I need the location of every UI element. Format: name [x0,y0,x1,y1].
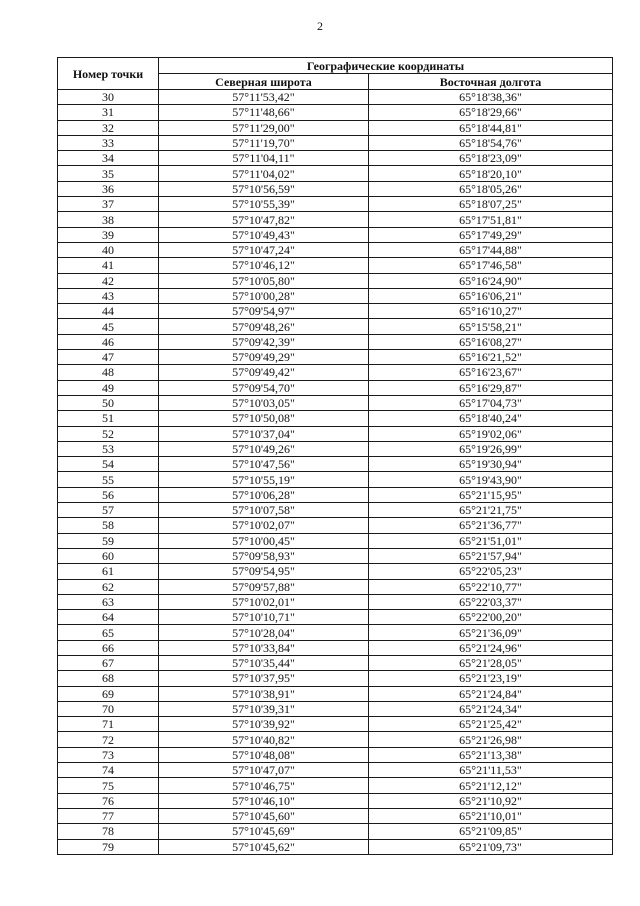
point-number-cell: 30 [58,90,159,105]
table-row [58,365,613,380]
table-row [58,319,613,334]
header-longitude: Восточная долгота [369,74,613,90]
longitude-cell: 65°18'07,25" [369,197,613,212]
latitude-cell: 57°10'46,10" [159,793,369,808]
table-row [58,839,613,854]
table-row [58,350,613,365]
point-number-cell: 55 [58,472,159,487]
latitude-cell: 57°10'37,04" [159,426,369,441]
longitude-cell: 65°21'28,05" [369,655,613,670]
table-row [58,135,613,150]
header-geo-coordinates: Географические координаты [159,58,613,74]
point-number-cell: 63 [58,594,159,609]
table-row [58,457,613,472]
longitude-cell: 65°16'08,27" [369,334,613,349]
table-row [58,503,613,518]
latitude-cell: 57°10'39,31" [159,701,369,716]
longitude-cell: 65°21'36,77" [369,518,613,533]
longitude-cell: 65°21'36,09" [369,625,613,640]
point-number-cell: 74 [58,763,159,778]
table-row [58,227,613,242]
point-number-cell: 57 [58,503,159,518]
point-number-cell: 61 [58,564,159,579]
page-number: 2 [317,19,323,33]
point-number-cell: 34 [58,151,159,166]
latitude-cell: 57°11'48,66" [159,105,369,120]
longitude-cell: 65°16'23,67" [369,365,613,380]
table-row [58,151,613,166]
longitude-cell: 65°21'11,53" [369,763,613,778]
point-number-cell: 52 [58,426,159,441]
longitude-cell: 65°21'10,01" [369,808,613,823]
table-row [58,105,613,120]
point-number-cell: 69 [58,686,159,701]
longitude-cell: 65°21'09,73" [369,839,613,854]
table-row [58,197,613,212]
latitude-cell: 57°10'37,95" [159,671,369,686]
longitude-cell: 65°21'26,98" [369,732,613,747]
latitude-cell: 57°09'54,97" [159,304,369,319]
table-row [58,747,613,762]
table-row [58,579,613,594]
point-number-cell: 72 [58,732,159,747]
longitude-cell: 65°21'23,19" [369,671,613,686]
point-number-cell: 70 [58,701,159,716]
latitude-cell: 57°09'58,93" [159,548,369,563]
point-number-cell: 77 [58,808,159,823]
table-row [58,380,613,395]
latitude-cell: 57°09'42,39" [159,334,369,349]
longitude-cell: 65°18'23,09" [369,151,613,166]
latitude-cell: 57°09'57,88" [159,579,369,594]
table-row [58,594,613,609]
header-point-number: Номер точки [58,58,159,90]
point-number-cell: 42 [58,273,159,288]
point-number-cell: 39 [58,227,159,242]
table-row [58,655,613,670]
table-row [58,548,613,563]
latitude-cell: 57°09'54,70" [159,380,369,395]
table-row [58,258,613,273]
latitude-cell: 57°11'19,70" [159,135,369,150]
longitude-cell: 65°21'09,85" [369,824,613,839]
point-number-cell: 59 [58,533,159,548]
point-number-cell: 31 [58,105,159,120]
table-row [58,288,613,303]
point-number-cell: 60 [58,548,159,563]
latitude-cell: 57°09'49,29" [159,350,369,365]
latitude-cell: 57°10'28,04" [159,625,369,640]
table-row [58,90,613,105]
point-number-cell: 41 [58,258,159,273]
table-row [58,824,613,839]
longitude-cell: 65°21'12,12" [369,778,613,793]
table-row [58,395,613,410]
longitude-cell: 65°21'15,95" [369,487,613,502]
latitude-cell: 57°10'55,39" [159,197,369,212]
table-row [58,411,613,426]
table-row [58,120,613,135]
latitude-cell: 57°10'47,56" [159,457,369,472]
longitude-cell: 65°18'38,36" [369,90,613,105]
table-row [58,166,613,181]
point-number-cell: 47 [58,350,159,365]
longitude-cell: 65°19'02,06" [369,426,613,441]
longitude-cell: 65°18'05,26" [369,181,613,196]
table-row [58,212,613,227]
longitude-cell: 65°16'10,27" [369,304,613,319]
longitude-cell: 65°17'46,58" [369,258,613,273]
point-number-cell: 38 [58,212,159,227]
table-row [58,640,613,655]
table-row [58,242,613,257]
point-number-cell: 43 [58,288,159,303]
point-number-cell: 54 [58,457,159,472]
longitude-cell: 65°21'57,94" [369,548,613,563]
table-row [58,441,613,456]
table-row [58,625,613,640]
latitude-cell: 57°10'45,69" [159,824,369,839]
point-number-cell: 62 [58,579,159,594]
longitude-cell: 65°19'43,90" [369,472,613,487]
point-number-cell: 67 [58,655,159,670]
latitude-cell: 57°10'47,24" [159,242,369,257]
point-number-cell: 73 [58,747,159,762]
latitude-cell: 57°10'56,59" [159,181,369,196]
point-number-cell: 58 [58,518,159,533]
longitude-cell: 65°21'24,34" [369,701,613,716]
table-row [58,763,613,778]
latitude-cell: 57°10'03,05" [159,395,369,410]
latitude-cell: 57°09'48,26" [159,319,369,334]
latitude-cell: 57°10'10,71" [159,610,369,625]
longitude-cell: 65°17'04,73" [369,395,613,410]
point-number-cell: 46 [58,334,159,349]
longitude-cell: 65°21'25,42" [369,717,613,732]
point-number-cell: 66 [58,640,159,655]
longitude-cell: 65°18'20,10" [369,166,613,181]
longitude-cell: 65°17'44,88" [369,242,613,257]
point-number-cell: 56 [58,487,159,502]
longitude-cell: 65°19'30,94" [369,457,613,472]
table-row [58,487,613,502]
table-row [58,304,613,319]
latitude-cell: 57°10'07,58" [159,503,369,518]
latitude-cell: 57°10'48,08" [159,747,369,762]
longitude-cell: 65°16'24,90" [369,273,613,288]
table-row [58,671,613,686]
longitude-cell: 65°16'29,87" [369,380,613,395]
point-number-cell: 68 [58,671,159,686]
point-number-cell: 78 [58,824,159,839]
longitude-cell: 65°17'49,29" [369,227,613,242]
latitude-cell: 57°10'00,45" [159,533,369,548]
point-number-cell: 75 [58,778,159,793]
latitude-cell: 57°10'33,84" [159,640,369,655]
longitude-cell: 65°18'54,76" [369,135,613,150]
point-number-cell: 53 [58,441,159,456]
longitude-cell: 65°21'24,84" [369,686,613,701]
point-number-cell: 49 [58,380,159,395]
point-number-cell: 64 [58,610,159,625]
longitude-cell: 65°22'05,23" [369,564,613,579]
table-row [58,533,613,548]
latitude-cell: 57°10'46,12" [159,258,369,273]
latitude-cell: 57°10'35,44" [159,655,369,670]
point-number-cell: 79 [58,839,159,854]
longitude-cell: 65°16'21,52" [369,350,613,365]
point-number-cell: 71 [58,717,159,732]
latitude-cell: 57°10'45,62" [159,839,369,854]
latitude-cell: 57°10'40,82" [159,732,369,747]
table-row [58,717,613,732]
point-number-cell: 65 [58,625,159,640]
latitude-cell: 57°10'39,92" [159,717,369,732]
table-row [58,808,613,823]
latitude-cell: 57°10'47,07" [159,763,369,778]
latitude-cell: 57°10'49,43" [159,227,369,242]
longitude-cell: 65°15'58,21" [369,319,613,334]
latitude-cell: 57°10'55,19" [159,472,369,487]
table-row [58,686,613,701]
point-number-cell: 37 [58,197,159,212]
point-number-cell: 33 [58,135,159,150]
header-latitude: Северная широта [159,74,369,90]
point-number-cell: 44 [58,304,159,319]
point-number-cell: 48 [58,365,159,380]
latitude-cell: 57°11'04,02" [159,166,369,181]
longitude-cell: 65°18'40,24" [369,411,613,426]
longitude-cell: 65°21'13,38" [369,747,613,762]
longitude-cell: 65°16'06,21" [369,288,613,303]
point-number-cell: 76 [58,793,159,808]
latitude-cell: 57°10'02,07" [159,518,369,533]
table-row [58,701,613,716]
table-row [58,426,613,441]
table-row [58,472,613,487]
point-number-cell: 45 [58,319,159,334]
table-row [58,564,613,579]
table-row [58,273,613,288]
coordinates-table [57,57,613,855]
point-number-cell: 36 [58,181,159,196]
latitude-cell: 57°10'02,01" [159,594,369,609]
table-body [58,90,613,855]
table-row [58,518,613,533]
latitude-cell: 57°10'05,80" [159,273,369,288]
point-number-cell: 40 [58,242,159,257]
latitude-cell: 57°11'04,11" [159,151,369,166]
longitude-cell: 65°21'21,75" [369,503,613,518]
latitude-cell: 57°10'46,75" [159,778,369,793]
latitude-cell: 57°10'00,28" [159,288,369,303]
longitude-cell: 65°19'26,99" [369,441,613,456]
longitude-cell: 65°21'10,92" [369,793,613,808]
latitude-cell: 57°11'29,00" [159,120,369,135]
longitude-cell: 65°22'03,37" [369,594,613,609]
table-row [58,793,613,808]
latitude-cell: 57°10'50,08" [159,411,369,426]
longitude-cell: 65°22'10,77" [369,579,613,594]
longitude-cell: 65°22'00,20" [369,610,613,625]
latitude-cell: 57°10'45,60" [159,808,369,823]
longitude-cell: 65°18'44,81" [369,120,613,135]
point-number-cell: 51 [58,411,159,426]
latitude-cell: 57°10'47,82" [159,212,369,227]
table-header [58,58,613,90]
latitude-cell: 57°10'38,91" [159,686,369,701]
longitude-cell: 65°21'51,01" [369,533,613,548]
latitude-cell: 57°10'06,28" [159,487,369,502]
table-row [58,610,613,625]
point-number-cell: 35 [58,166,159,181]
latitude-cell: 57°11'53,42" [159,90,369,105]
table-row [58,181,613,196]
table-row [58,732,613,747]
point-number-cell: 32 [58,120,159,135]
longitude-cell: 65°18'29,66" [369,105,613,120]
latitude-cell: 57°10'49,26" [159,441,369,456]
longitude-cell: 65°17'51,81" [369,212,613,227]
point-number-cell: 50 [58,395,159,410]
latitude-cell: 57°09'54,95" [159,564,369,579]
table-row [58,778,613,793]
table-row [58,334,613,349]
latitude-cell: 57°09'49,42" [159,365,369,380]
longitude-cell: 65°21'24,96" [369,640,613,655]
